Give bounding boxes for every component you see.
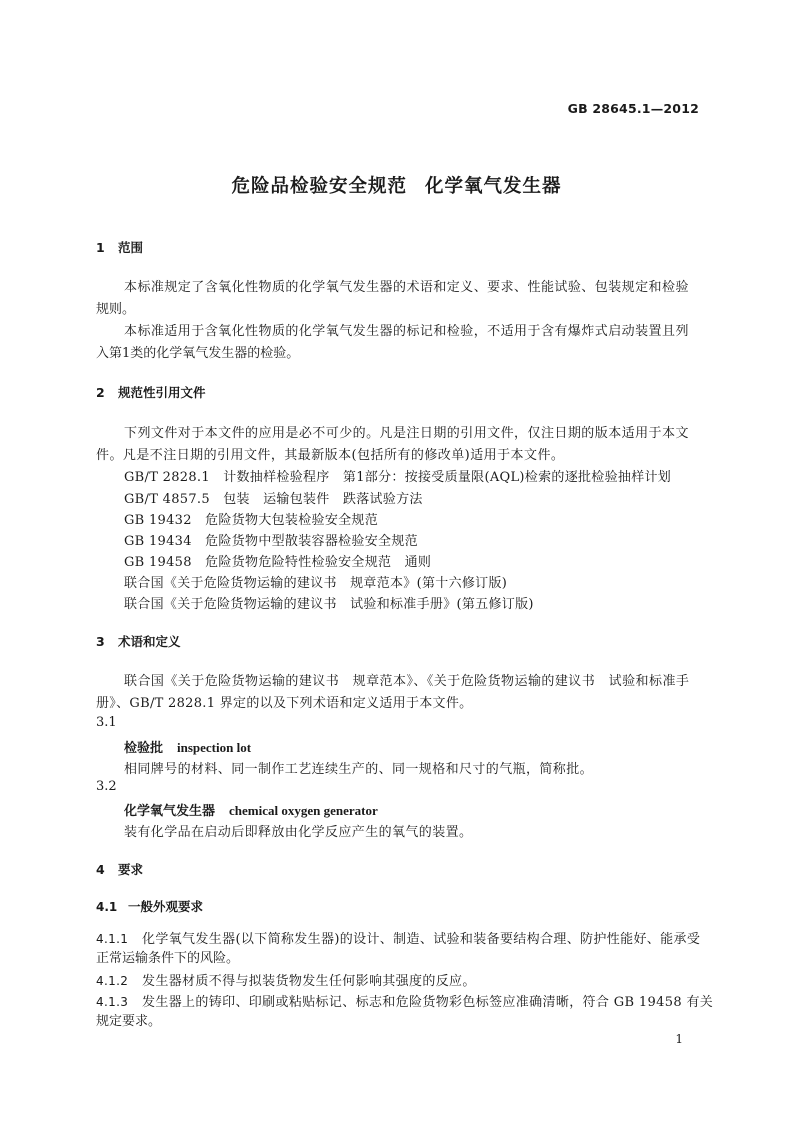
term-entry <box>124 737 251 756</box>
term-zh: 检验批 <box>124 741 164 756</box>
section-4-heading <box>96 860 143 878</box>
standard-number: GB 28645.1—2012 <box>567 101 699 116</box>
clause-text: 发生器材质不得与拟装货物发生任何影响其强度的反应。 <box>142 974 476 989</box>
paragraph-line: 册》、GB/T 2828.1 界定的以及下列术语和定义适用于本文件。 <box>96 696 473 711</box>
paragraph-line: 件。凡是不注日期的引用文件，其最新版本(包括所有的修改单)适用于本文件。 <box>96 448 565 463</box>
reference-item: GB 19434 危险货物中型散装容器检验安全规范 <box>124 534 418 549</box>
clause-line <box>96 928 700 947</box>
clause-number: 4.1.2 <box>96 974 129 988</box>
document-title <box>0 172 793 198</box>
clause-text: 发生器上的铸印、印刷或粘贴标记、标志和危险货物彩色标签应准确清晰，符合 GB 19458 有关 <box>142 995 714 1010</box>
section-number: 4 <box>96 862 105 877</box>
term-en: inspection lot <box>177 740 252 755</box>
title-part1: 危险品检验安全规范 <box>231 176 407 197</box>
reference-item: 联合国《关于危险货物运输的建议书 试验和标准手册》(第五修订版) <box>124 597 534 612</box>
term-entry <box>124 800 378 819</box>
reference-item: GB/T 4857.5 包装 运输包装件 跌落试验方法 <box>124 492 423 507</box>
section-title: 术语和定义 <box>118 634 181 649</box>
clause-line: 规定要求。 <box>96 1014 162 1029</box>
paragraph-line: 联合国《关于危险货物运输的建议书 规章范本》、《关于危险货物运输的建议书 试验和标准手 <box>124 674 690 689</box>
subsection-title: 一般外观要求 <box>128 899 204 914</box>
section-number: 3 <box>96 634 105 649</box>
clause-line <box>96 970 476 989</box>
section-title: 规范性引用文件 <box>118 385 206 400</box>
term-zh: 化学氧气发生器 <box>124 804 216 819</box>
page-number: 1 <box>675 1032 683 1046</box>
paragraph-line: 本标准规定了含氧化性物质的化学氧气发生器的术语和定义、要求、性能试验、包装规定和检验 <box>124 280 689 295</box>
subsection-4-1-heading <box>96 897 203 915</box>
reference-item: GB 19458 危险货物危险特性检验安全规范 通则 <box>124 555 432 570</box>
clause-number: 4.1.3 <box>96 995 129 1009</box>
section-title: 要求 <box>118 862 144 877</box>
term-number: 3.1 <box>96 715 117 730</box>
term-number: 3.2 <box>96 779 117 794</box>
section-number: 2 <box>96 385 105 400</box>
paragraph-line: 规则。 <box>96 302 136 317</box>
clause-line: 正常运输条件下的风险。 <box>96 951 240 966</box>
section-3-heading <box>96 632 181 650</box>
section-1-heading <box>96 238 143 256</box>
clause-text: 化学氧气发生器(以下简称发生器)的设计、制造、试验和装备要结构合理、防护性能好、能承受 <box>142 932 701 947</box>
reference-item: 联合国《关于危险货物运输的建议书 规章范本》(第十六修订版) <box>124 576 508 591</box>
paragraph-line: 本标准适用于含氧化性物质的化学氧气发生器的标记和检验，不适用于含有爆炸式启动装置且列 <box>124 324 689 339</box>
title-part2: 化学氧气发生器 <box>425 176 562 197</box>
subsection-number: 4.1 <box>96 900 118 914</box>
reference-item: GB/T 2828.1 计数抽样检验程序 第1部分：按接受质量限(AQL)检索的逐批检验抽样计划 <box>124 470 672 485</box>
term-definition: 相同牌号的材料、同一制作工艺连续生产的、同一规格和尺寸的气瓶，简称批。 <box>124 762 594 777</box>
clause-line <box>96 991 713 1010</box>
paragraph-line: 入第1类的化学氧气发生器的检验。 <box>96 346 300 361</box>
term-en: chemical oxygen generator <box>229 803 378 818</box>
section-2-heading <box>96 383 206 401</box>
reference-item: GB 19432 危险货物大包装检验安全规范 <box>124 513 379 528</box>
term-definition: 装有化学品在启动后即释放由化学反应产生的氧气的装置。 <box>124 825 473 840</box>
section-title: 范围 <box>118 240 144 255</box>
clause-number: 4.1.1 <box>96 932 129 946</box>
section-number: 1 <box>96 240 105 255</box>
paragraph-line: 下列文件对于本文件的应用是必不可少的。凡是注日期的引用文件，仅注日期的版本适用于本文 <box>124 426 689 441</box>
